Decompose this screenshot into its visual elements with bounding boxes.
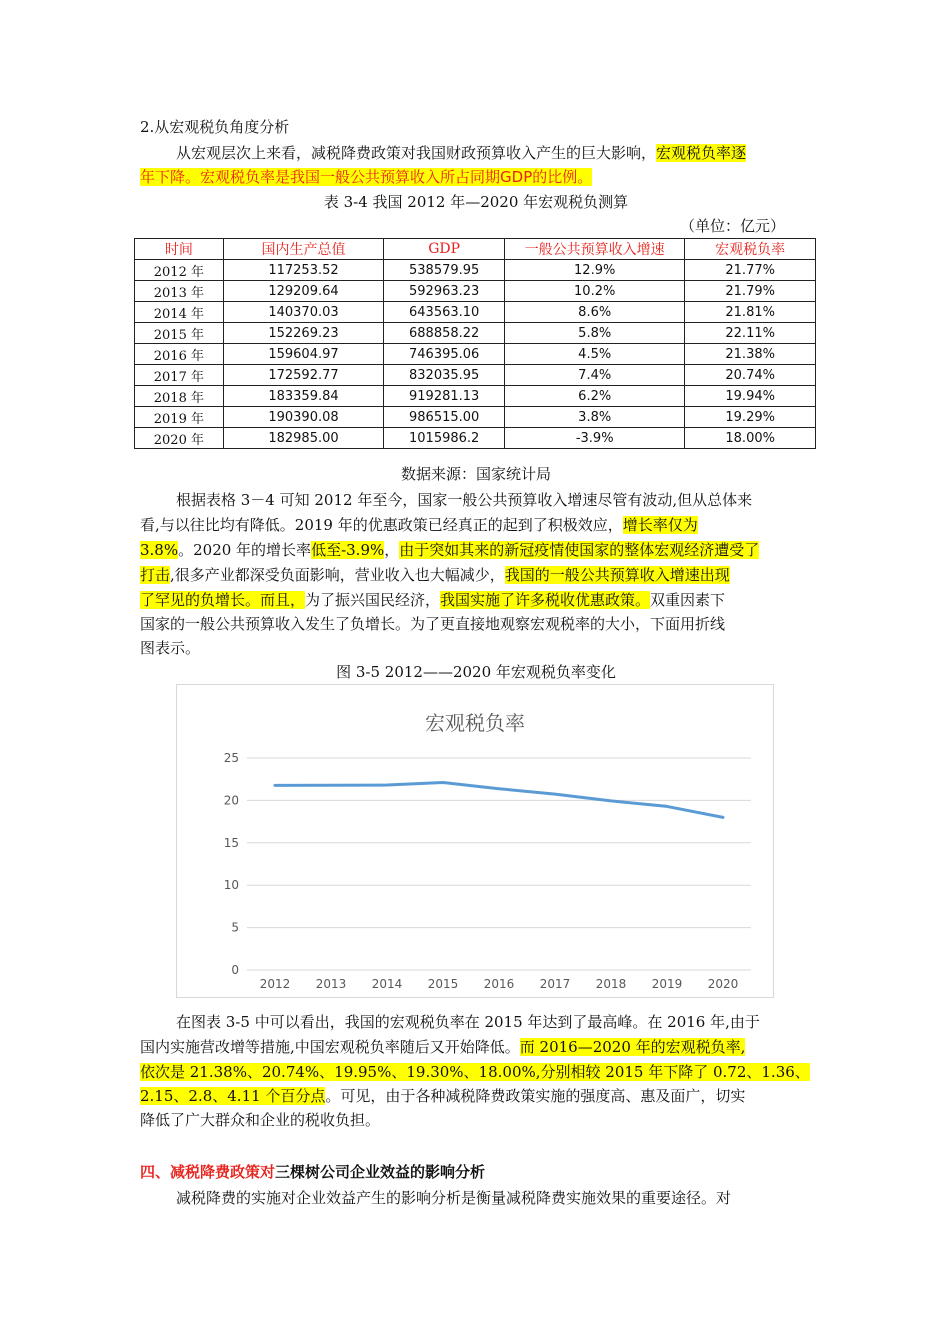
table-cell: 2017 年 (135, 365, 224, 386)
y-tick-label: 25 (223, 751, 239, 765)
table-cell: 2020 年 (135, 428, 224, 449)
para2-text: ， (384, 541, 400, 559)
table-row (135, 302, 816, 323)
figure-caption: 图 3-5 2012——2020 年宏观税负率变化 (336, 663, 616, 681)
para2-highlight: 低至-3.9% (311, 541, 385, 559)
table-cell: 159604.97 (223, 344, 384, 365)
para1-highlight-red-a: 年下降。 (140, 168, 201, 186)
y-tick-label: 5 (231, 920, 239, 935)
table-cell: 1015986.2 (384, 428, 505, 449)
table-cell: 21.38% (685, 344, 816, 365)
table-cell: 190390.08 (223, 407, 384, 428)
para1-text: 从宏观层次上来看，减税降费政策对我国财政预算收入产生的巨大影响， (176, 144, 657, 162)
table-cell: 21.81% (685, 302, 816, 323)
x-tick-label: 2020 (707, 977, 739, 991)
para2-text: ,很多产业都深受负面影响，营业收入也大幅减少， (170, 566, 505, 584)
para2-text: 。2020 年的增长率 (178, 541, 312, 559)
table-cell: 19.94% (685, 386, 816, 407)
header-gdp: GDP (384, 239, 505, 260)
section-heading: 2.从宏观税负角度分析 (140, 118, 290, 136)
table-cell: 919281.13 (384, 386, 505, 407)
table-cell: 5.8% (505, 323, 685, 344)
para2-line5 (140, 590, 725, 610)
table-row (135, 365, 816, 386)
table-cell: 21.77% (685, 260, 816, 281)
table-cell: 2012 年 (135, 260, 224, 281)
table-cell: 6.2% (505, 386, 685, 407)
para2-line6: 国家的一般公共预算收入发生了负增长。为了更直接地观察宏观税率的大小，下面用折线 (140, 615, 726, 633)
x-tick-label: 2017 (539, 977, 571, 991)
para2-line7: 图表示。 (140, 639, 201, 657)
section-heading-4 (140, 1162, 485, 1182)
table-cell: 12.9% (505, 260, 685, 281)
table-cell: 152269.23 (223, 323, 384, 344)
table-cell: 172592.77 (223, 365, 384, 386)
table-cell: 18.00% (685, 428, 816, 449)
para1-line2 (140, 167, 592, 187)
para3-highlight: 2.15、2.8、4.11 个百分点 (140, 1087, 326, 1105)
para2-highlight: 我国的一般公共预算收入增速出现 (504, 566, 730, 584)
table-cell: 20.74% (685, 365, 816, 386)
para3-highlight: 而 2016—2020 年的宏观税负率, (519, 1038, 746, 1056)
para1-line1 (176, 143, 746, 163)
x-tick-label: 2015 (427, 977, 459, 991)
para2-highlight: 由于突如其来的新冠疫情使国家的整体宏观经济遭受了 (399, 541, 760, 559)
x-tick-label: 2018 (595, 977, 627, 991)
table-cell: 2014 年 (135, 302, 224, 323)
header-time: 时间 (135, 239, 224, 260)
para2-highlight: 增长率仅为 (622, 516, 698, 534)
x-tick-label: 2019 (651, 977, 683, 991)
tax-burden-table (134, 238, 816, 449)
table-cell: 129209.64 (223, 281, 384, 302)
table-cell: 688858.22 (384, 323, 505, 344)
table-cell: 2019 年 (135, 407, 224, 428)
para4-line1: 减税降费的实施对企业效益产生的影响分析是衡量减税降费实施效果的重要途径。对 (176, 1189, 732, 1207)
para2-highlight: 打击 (140, 566, 171, 584)
para1-highlight-red-b: 宏观税负率是我国一般公共预算收入所占同期 (200, 168, 501, 186)
para2-line2 (140, 515, 698, 535)
x-tick-label: 2014 (371, 977, 403, 991)
table-cell: 3.8% (505, 407, 685, 428)
table-row (135, 260, 816, 281)
header-gdp-cn: 国内生产总值 (223, 239, 384, 260)
chart-svg (177, 685, 773, 997)
table-row (135, 428, 816, 449)
table-cell: 19.29% (685, 407, 816, 428)
para2-text: 看,与以往比均有降低。2019 年的优惠政策已经真正的起到了积极效应， (140, 516, 623, 534)
table-cell: 832035.95 (384, 365, 505, 386)
x-tick-label: 2013 (315, 977, 347, 991)
para3-line4 (140, 1086, 745, 1106)
table-cell: 746395.06 (384, 344, 505, 365)
table-cell: 8.6% (505, 302, 685, 323)
table-cell: 2016 年 (135, 344, 224, 365)
x-tick-label: 2016 (483, 977, 515, 991)
para3-line5: 降低了广大群众和企业的税收负担。 (140, 1111, 381, 1129)
y-tick-label: 15 (223, 835, 239, 850)
para3-highlight: 依次是 21.38%、20.74%、19.95%、19.30%、18.00%,分别相较 2015 年下降了 0.72、1.36、 (140, 1063, 810, 1081)
table-cell: 2013 年 (135, 281, 224, 302)
table-row (135, 344, 816, 365)
table-cell: 4.5% (505, 344, 685, 365)
para3-line1: 在图表 3-5 中可以看出，我国的宏观税负率在 2015 年达到了最高峰。在 2016 年,由于 (176, 1013, 760, 1031)
header-tax-burden: 宏观税负率 (685, 239, 816, 260)
header-revenue-growth: 一般公共预算收入增速 (505, 239, 685, 260)
table-row (135, 407, 816, 428)
table-row (135, 323, 816, 344)
para2-text: 为了振兴国民经济， (305, 591, 441, 609)
table-cell: -3.9% (505, 428, 685, 449)
table-cell: 140370.03 (223, 302, 384, 323)
table-cell: 643563.10 (384, 302, 505, 323)
y-tick-label: 0 (231, 963, 239, 977)
para1-highlight-red-c: 的比例。 (532, 168, 593, 186)
table-cell: 21.79% (685, 281, 816, 302)
table-header-row (135, 239, 816, 260)
table-unit: （单位：亿元） (680, 217, 786, 235)
heading4-black: 三棵树公司企业效益的影响分析 (275, 1163, 486, 1181)
table-cell: 22.11% (685, 323, 816, 344)
para3-text: 国内实施营改增等措施,中国宏观税负率随后又开始降低。 (140, 1038, 520, 1056)
para2-highlight: 了罕见的负增长。而且， (140, 591, 306, 609)
table-cell: 538579.95 (384, 260, 505, 281)
para3-line3 (140, 1062, 810, 1082)
heading4-red: 四、减税降费政策对 (140, 1163, 276, 1181)
x-tick-label: 2012 (259, 977, 291, 991)
para2-line3 (140, 540, 759, 560)
para2-line1: 根据表格 3－4 可知 2012 年至今，国家一般公共预算收入增速尽管有波动,但从总体来 (176, 491, 753, 509)
table-cell: 183359.84 (223, 386, 384, 407)
line-chart (176, 684, 774, 998)
table-row (135, 386, 816, 407)
table-cell: 986515.00 (384, 407, 505, 428)
table-source: 数据来源：国家统计局 (400, 465, 551, 483)
table-cell: 182985.00 (223, 428, 384, 449)
chart-title: 宏观税负率 (425, 711, 525, 735)
table-caption: 表 3-4 我国 2012 年—2020 年宏观税负测算 (323, 193, 629, 211)
para2-line4 (140, 565, 730, 585)
para1-highlight-red-gdp: GDP (500, 168, 533, 186)
para2-highlight: 3.8% (140, 541, 179, 559)
para2-text: 双重因素下 (650, 591, 726, 609)
para1-highlight: 宏观税负率逐 (656, 144, 747, 162)
table-cell: 2015 年 (135, 323, 224, 344)
y-tick-label: 10 (223, 878, 239, 893)
table-cell: 7.4% (505, 365, 685, 386)
table-cell: 592963.23 (384, 281, 505, 302)
para2-highlight: 我国实施了许多税收优惠政策。 (440, 591, 651, 609)
para3-line2 (140, 1037, 745, 1057)
y-tick-label: 20 (223, 793, 239, 808)
table-cell: 117253.52 (223, 260, 384, 281)
para3-text: 。可见，由于各种减税降费政策实施的强度高、惠及面广，切实 (325, 1087, 746, 1105)
table-row (135, 281, 816, 302)
table-cell: 2018 年 (135, 386, 224, 407)
table-cell: 10.2% (505, 281, 685, 302)
